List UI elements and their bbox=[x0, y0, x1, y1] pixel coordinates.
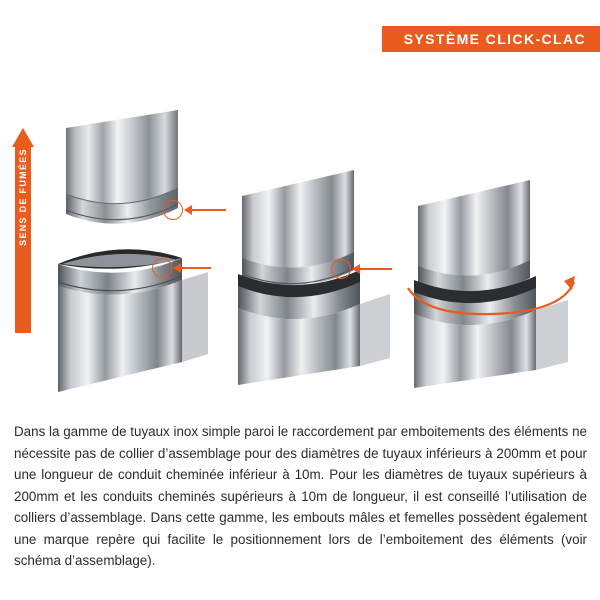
pipe-assembly-middle bbox=[232, 170, 402, 385]
arrow-left-icon bbox=[192, 209, 226, 211]
assembly-illustration bbox=[0, 90, 600, 400]
rotation-arrow-icon bbox=[396, 268, 586, 320]
circle-marker-icon bbox=[152, 258, 172, 278]
header-banner bbox=[382, 26, 600, 52]
circle-marker-icon bbox=[331, 259, 351, 279]
pipe-male-upper bbox=[58, 110, 208, 250]
smoke-direction-label: SENS DE FUMÉES bbox=[18, 148, 28, 246]
arrow-left-icon bbox=[360, 268, 392, 270]
circle-marker-icon bbox=[163, 200, 183, 220]
arrow-left-icon bbox=[181, 267, 211, 269]
pipe-female-lower bbox=[48, 242, 213, 402]
description-paragraph: Dans la gamme de tuyaux inox simple paroi le raccordement par emboitements des éléments ne nécessite pas de collier d’assemblage pour des diamètres de tuyaux inférieurs à 200mm et pour une longueur de conduit cheminée inférieur à 10m. Pour les diamètres de tuyaux supérieurs à 200mm et les conduits cheminés supérieurs à 10m de longueur, il est conseillé l’utilisation de colliers d’assemblage. Dans cette gamme, les embouts mâles et femelles possèdent également une marque repère qui facilite le positionnement lors de l’emboitement des éléments (voir schéma d’assemblage). bbox=[14, 424, 587, 569]
page-title: SYSTÈME CLICK-CLAC bbox=[403, 31, 586, 47]
